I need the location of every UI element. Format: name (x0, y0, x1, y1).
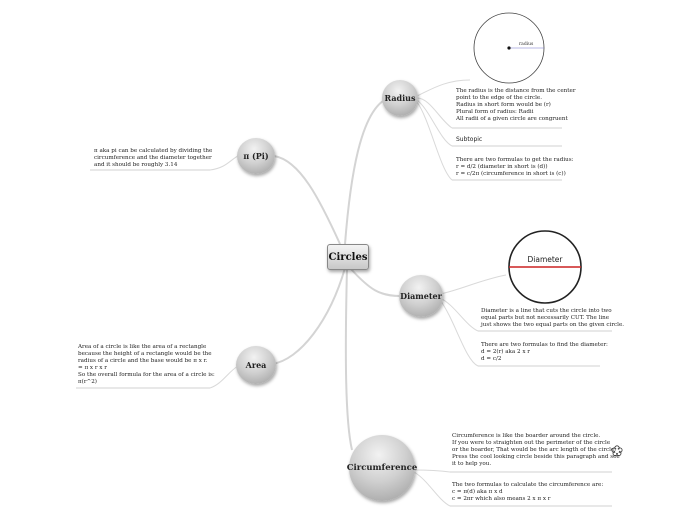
branch-circ-def (414, 470, 450, 472)
topic-radius[interactable] (382, 80, 418, 116)
note-circumference-definition: Circumference is like the boarder around the circle. If you were to straighten out the perimeter of the circle or the boarder, That would be the arc length of the circle. Press the cool looking circle beside this paragraph and see it to help you. (452, 433, 620, 467)
diameter-illustration (509, 231, 581, 303)
note-circumference-formulas: The two formulas to calculate the circumference are: c = π(d) aka π x d c = 2πr which also means 2 x π x r (452, 482, 604, 502)
radius-image-label: radius (519, 42, 534, 47)
branch-diameter-formulas (440, 300, 478, 366)
topic-radius-label: Radius (384, 93, 416, 103)
topic-circumference-label: Circumference (346, 463, 418, 473)
note-pi-definition: π aka pi can be calculated by dividing the circumference and the diameter together and it should be roughly 3.14 (94, 148, 213, 168)
branch-diameter-def (440, 298, 478, 331)
note-diameter-definition: Diameter is a line that cuts the circle into two equal parts but not necessarily CUT. The line just shows the two equal parts on the given circle. (481, 308, 625, 328)
topic-diameter[interactable] (399, 275, 443, 317)
diameter-image-label: Diameter (527, 255, 563, 264)
central-topic-circles[interactable]: Circles (327, 244, 369, 270)
branch-lines (272, 98, 400, 450)
branch-circumference (346, 268, 352, 450)
branch-diameter-image (440, 275, 506, 294)
branch-pi-note (210, 156, 238, 170)
topic-pi[interactable] (237, 138, 275, 174)
topic-pi-label: π (Pi) (243, 151, 269, 161)
branch-pi (274, 156, 340, 244)
topic-area-label: Area (245, 360, 267, 370)
note-diameter-formulas: There are two formulas to find the diameter: d = 2(r) aka 2 x r d = c/2 (481, 342, 608, 362)
topic-area[interactable] (236, 346, 276, 384)
topic-diameter-label: Diameter (400, 291, 442, 301)
branch-radius-formulas (417, 102, 452, 180)
branch-circ-formulas (414, 472, 450, 506)
branch-diameter (350, 268, 400, 296)
note-area-definition: Area of a circle is like the area of a rectangle because the height of a rectangle would be the radius of a circle and the base would be π x r. = π x r x r So the overall formula for the area of a circle is: π(r^2) (78, 344, 215, 385)
radius-center-dot (507, 46, 510, 49)
note-radius-definition: The radius is the distance from the center point to the edge of the circle. Radius in short form would be (r) Plural form of radius: Radii All radii of a given circle are congruent (456, 88, 576, 122)
note-radius-subtopic[interactable]: Subtopic (456, 136, 483, 143)
branch-area (272, 268, 345, 364)
radius-illustration (474, 13, 544, 83)
note-radius-formulas: There are two formulas to get the radius: r = d/2 (diameter in short is (d)) r = c/2π (circumference in short is (c)) (456, 157, 574, 177)
branch-radius (345, 98, 388, 244)
topic-circumference[interactable] (346, 435, 418, 501)
